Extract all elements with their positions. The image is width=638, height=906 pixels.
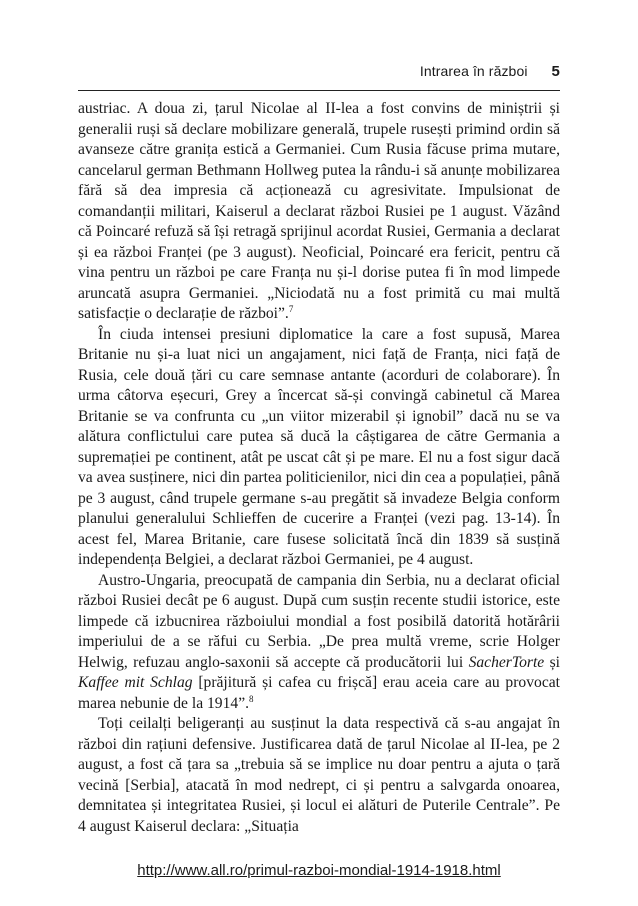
text-run: austriac. A doua zi, țarul Nicolae al II-lea a fost convins de miniștrii și generalii ruși să declare mobilizare generală, trupele rusești primind ordin să avanseze către granița estică a Germaniei. Cum Rusia făcuse prima mutare, cancelarul german Bethmann Hollweg putea la rându-i să anunțe mobilizarea fără să dea impresia că acționează cu agresivitate. Impulsionat de comandanții militari, Kaiserul a declarat război Rusiei pe 1 august. Văzând că Poincaré refuză să își retragă sprijinul acordat Rusiei, Germania a declarat și ea război Franței (pe 3 august). Neoficial, Poincaré era fericit, pentru că vina pentru un război pe care Franța nu și-l dorise putea fi în mod limpede aruncată asupra Germaniei. „Niciodată nu a fost primită cu mai multă satisfacție o declarație de război”. (78, 100, 560, 322)
text-run: Austro-Ungaria, preocupată de campania din Serbia, nu a declarat oficial război Rusiei decât pe 6 august. După cum susțin recente studii istorice, este limpede că izbucnirea războiului mondial a fost posibilă datorită hotărârii imperiului de a se răfui cu Serbia. „De prea multă vreme, scrie Holger Helwig, refuzau anglo-saxonii să accepte că producătorii lui (78, 571, 560, 671)
italic-term: Kaffee mit Schlag (78, 674, 193, 691)
text-run: Toți ceilalți beligeranți au susținut la data respectivă că s-au angajat în război din rațiuni defensive. Justificarea dată de țarul Nicolae al II-lea, pe 2 august, a fost că țara sa „trebuia să se implice nu doar pentru a ajuta o țară vecină [Serbia], atacată în mod nedrept, ci și pentru a salvgarda onoarea, demnitatea și integritatea Rusiei, și locul ei alături de Puterile Centrale”. Pe 4 august Kaiserul declara: „Situația (78, 715, 560, 835)
text-run: În ciuda intensei presiuni diplomatice la care a fost supusă, Marea Britanie nu și-a luat nici un angajament, nici față de Franța, nici față de Rusia, cele două țări cu care semnase antante (acorduri de colaborare). În urma câtorva eșecuri, Grey a încercat să-și convingă cabinetul că Marea Britanie se va confrunta cu „un viitor mizerabil și ignobil” dacă nu se va alătura conflictului care putea să ducă la câștigarea de către Germania a supremației pe continent, atât pe uscat cât și pe mare. El nu a fost sigur dacă va avea susținere, nici din partea politicienilor, nici din cea a populației, până pe 3 august, când trupele germane s-au pregătit să invadeze Belgia conform planului generalului Schlieffen de cucerire a Franței (vezi pag. 13-14). În acest fel, Marea Britanie, care fusese solicitată încă din 1839 să susțină independența Belgiei, a declarat război Germaniei, pe 4 august. (78, 325, 560, 568)
paragraph (78, 714, 560, 837)
paragraph (78, 325, 560, 571)
text-run: și (544, 653, 560, 671)
chapter-title: Intrarea în război (419, 63, 528, 79)
paragraph (78, 571, 560, 715)
paragraph (78, 99, 560, 325)
italic-term: SacherTorte (468, 653, 545, 671)
footnote-marker: 7 (288, 304, 294, 314)
running-header (420, 63, 560, 80)
body-text (78, 99, 560, 837)
source-link[interactable]: http://www.all.ro/primul-razboi-mondial-1914-1918.html (137, 862, 501, 879)
text-run: [prăjitură și cafea cu frișcă] erau aceia care au provocat marea nebunie de la 1914”. (78, 674, 560, 712)
footer-link-banner (0, 862, 638, 879)
footnote-marker: 8 (249, 693, 254, 704)
page-number: 5 (551, 63, 560, 80)
header-rule (78, 90, 560, 91)
